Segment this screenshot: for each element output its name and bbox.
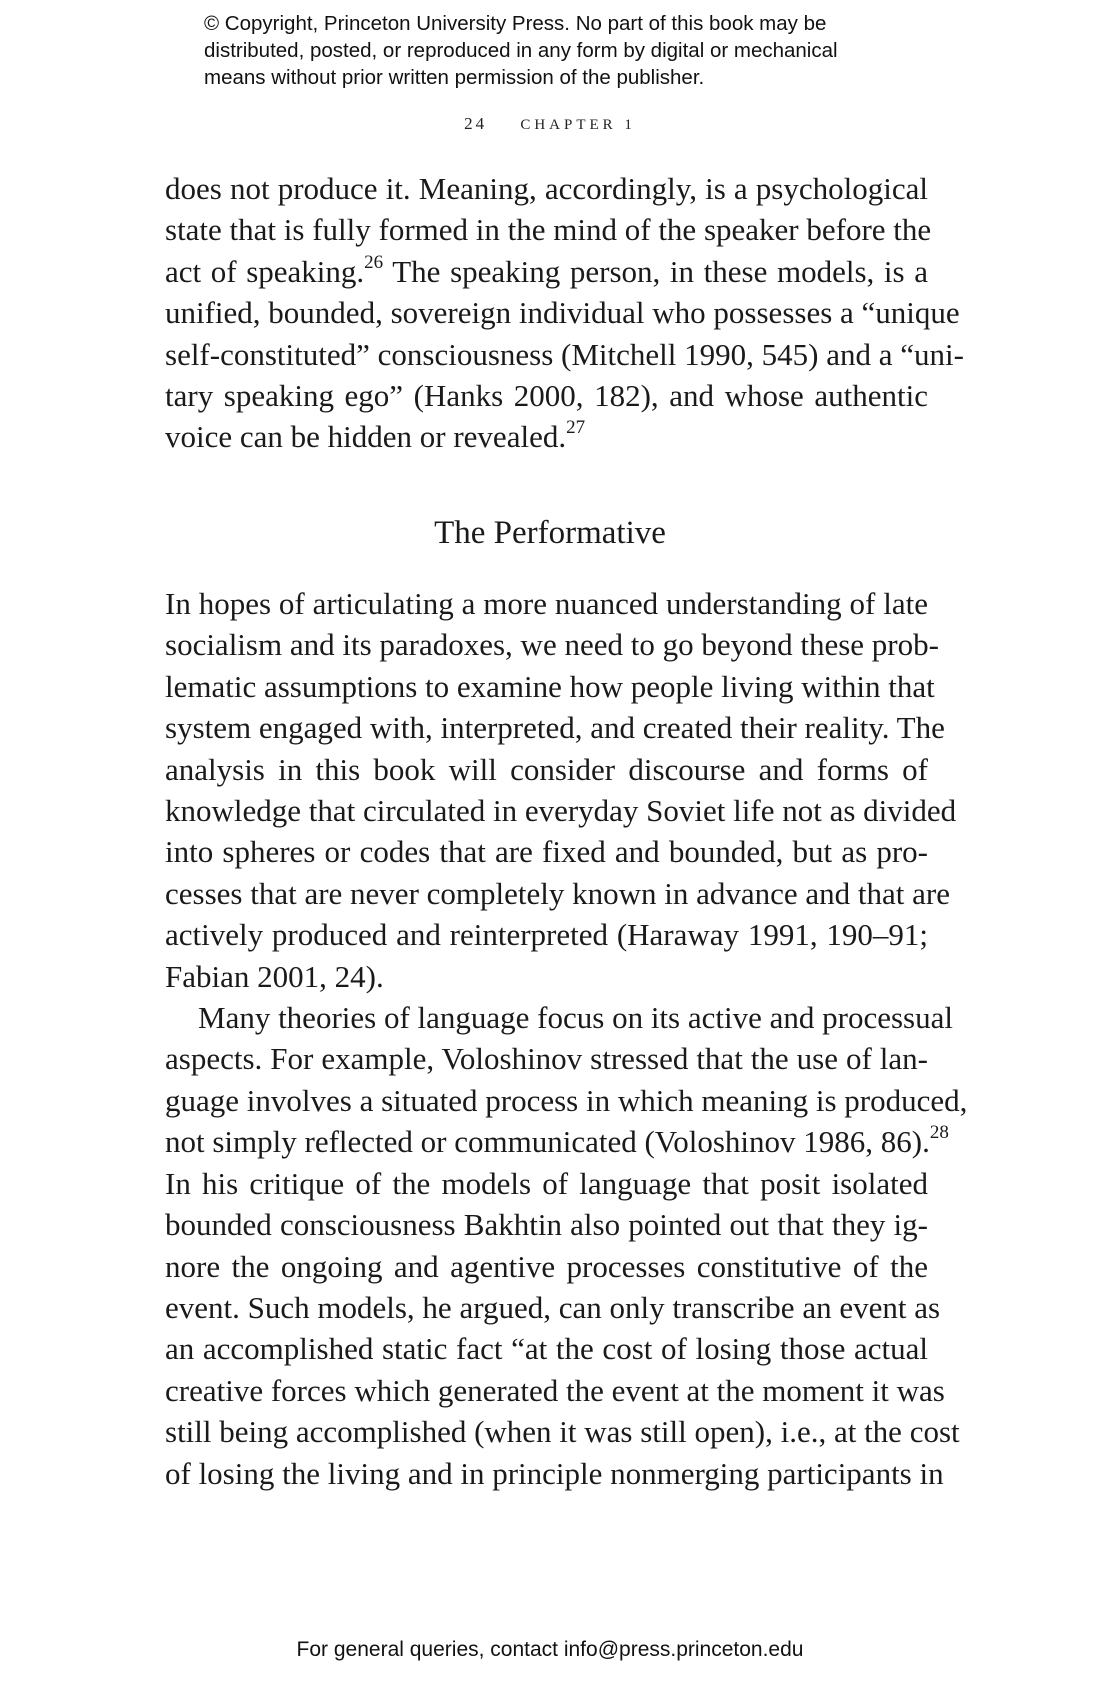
chapter-label: CHAPTER 1 bbox=[520, 117, 636, 133]
text-line: bounded consciousness Bakhtin also pointed out that they ig- bbox=[165, 1207, 928, 1243]
text-segment: act of speaking. bbox=[165, 253, 365, 289]
text-line: of losing the living and in principle nonmerging participants in bbox=[165, 1455, 944, 1491]
text-line bbox=[165, 1121, 949, 1162]
footer-contact: For general queries, contact info@press.princeton.edu bbox=[296, 1638, 804, 1661]
text-line: Many theories of language focus on its active and processual bbox=[198, 1000, 953, 1036]
text-line: guage involves a situated process in which meaning is produced, bbox=[165, 1082, 968, 1118]
paragraph bbox=[165, 168, 964, 458]
text-line: state that is fully formed in the mind of the speaker before the bbox=[165, 212, 932, 248]
text-line: actively produced and reinterpreted (Haraway 1991, 190–91; bbox=[165, 917, 928, 953]
footnote-ref-28: 28 bbox=[929, 1122, 949, 1144]
text-line: unified, bounded, sovereign individual who possesses a “unique bbox=[165, 295, 960, 331]
running-head bbox=[0, 114, 1100, 134]
text-line: In his critique of the models of language that posit isolated bbox=[165, 1165, 928, 1201]
text-line: does not produce it. Meaning, accordingly, is a psychological bbox=[165, 171, 928, 206]
text-line: analysis in this book will consider discourse and forms of bbox=[165, 751, 928, 787]
footnote-ref-27: 27 bbox=[566, 417, 586, 439]
body-text-main bbox=[165, 583, 968, 1494]
text-line bbox=[165, 251, 928, 292]
text-line: nore the ongoing and agentive processes constitutive of the bbox=[165, 1248, 928, 1284]
text-line: tary speaking ego” (Hanks 2000, 182), and whose authentic bbox=[165, 378, 928, 414]
text-segment: The speaking person, in these models, is a bbox=[383, 253, 928, 289]
copyright-notice bbox=[204, 10, 924, 91]
text-line: event. Such models, he argued, can only transcribe an event as bbox=[165, 1289, 941, 1325]
section-heading: The Performative bbox=[434, 515, 666, 551]
text-segment: not simply reflected or communicated (Voloshinov 1986, 86). bbox=[165, 1124, 930, 1160]
footnote-ref-26: 26 bbox=[364, 251, 384, 273]
text-line: self-constituted” consciousness (Mitchell 1990, 545) and a “uni- bbox=[165, 336, 964, 372]
text-line: lematic assumptions to examine how people living within that bbox=[165, 668, 935, 704]
text-line bbox=[165, 416, 928, 457]
text-line: socialism and its paradoxes, we need to go beyond these prob- bbox=[165, 627, 939, 663]
copyright-line: distributed, posted, or reproduced in any form by digital or mechanical bbox=[204, 39, 838, 62]
text-line: creative forces which generated the event at the moment it was bbox=[165, 1372, 945, 1408]
paragraph bbox=[165, 997, 968, 1494]
text-line: system engaged with, interpreted, and created their reality. The bbox=[165, 710, 945, 746]
text-line: into spheres or codes that are fixed and bounded, but as pro- bbox=[165, 834, 928, 870]
text-segment: voice can be hidden or revealed. bbox=[165, 419, 567, 455]
copyright-line: means without prior written permission of the publisher. bbox=[204, 66, 705, 89]
text-line: still being accomplished (when it was still open), i.e., at the cost bbox=[165, 1414, 960, 1450]
text-line: an accomplished static fact “at the cost of losing those actual bbox=[165, 1331, 928, 1367]
text-line: knowledge that circulated in everyday Soviet life not as divided bbox=[165, 793, 957, 829]
copyright-line: © Copyright, Princeton University Press. No part of this book may be bbox=[204, 12, 827, 35]
text-line: In hopes of articulating a more nuanced understanding of late bbox=[165, 586, 928, 621]
paragraph bbox=[165, 583, 957, 997]
text-line: Fabian 2001, 24). bbox=[165, 958, 384, 994]
text-line: aspects. For example, Voloshinov stressed that the use of lan- bbox=[165, 1041, 928, 1077]
page-number: 24 bbox=[464, 114, 488, 133]
body-text-top bbox=[165, 168, 964, 458]
text-line: cesses that are never completely known in advance and that are bbox=[165, 875, 950, 911]
